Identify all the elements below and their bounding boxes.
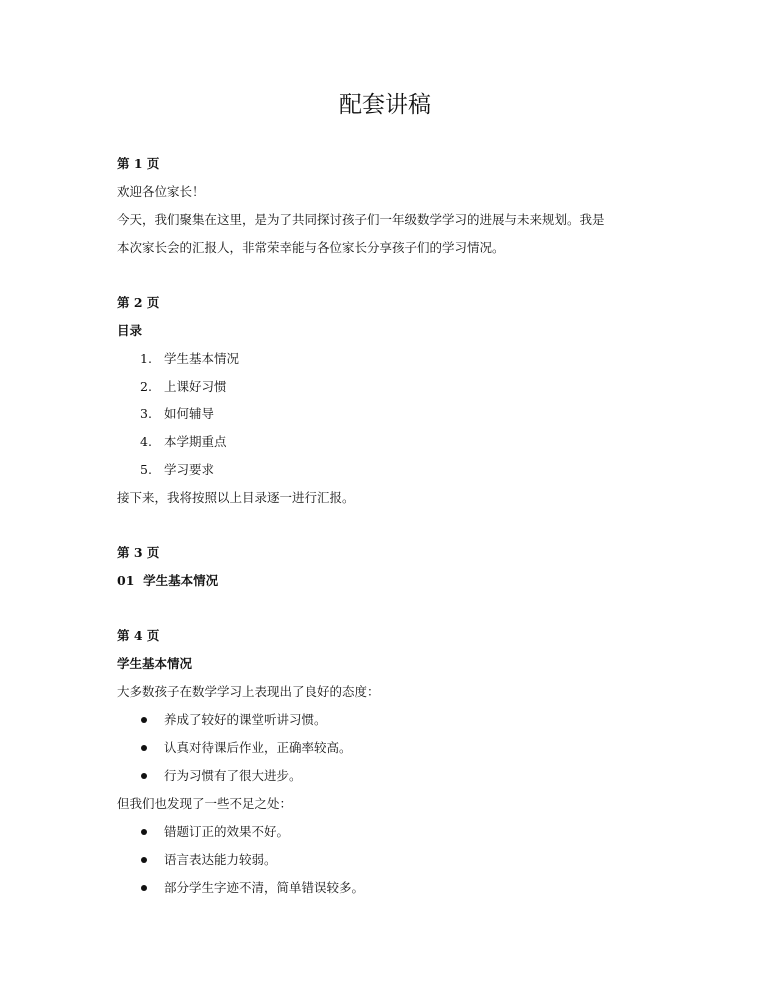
bullet-dot (141, 717, 147, 723)
toc-number: 2. (140, 379, 152, 394)
page4-subtitle: 学生基本情况 (117, 656, 193, 671)
page2-subtitle: 目录 (117, 323, 143, 338)
page1-greeting: 欢迎各位家长！ (117, 184, 205, 199)
toc-number: 3. (140, 406, 152, 421)
good-point-item: 行为习惯有了很大进步。 (164, 768, 302, 783)
bad-point-item: 语言表达能力较弱。 (164, 852, 277, 867)
toc-item: 上课好习惯 (164, 379, 227, 394)
page4-good-intro: 大多数孩子在数学学习上表现出了良好的态度： (117, 684, 380, 699)
page4-bad-intro: 但我们也发现了一些不足之处： (117, 796, 293, 811)
document-title: 配套讲稿 (339, 92, 431, 118)
good-point-item: 认真对待课后作业，正确率较高。 (164, 740, 352, 755)
bullet-dot (141, 829, 147, 835)
good-point-item: 养成了较好的课堂听讲习惯。 (164, 712, 327, 727)
toc-number: 5. (140, 462, 152, 477)
page1-intro-line1: 今天，我们聚集在这里，是为了共同探讨孩子们一年级数学学习的进展与未来规划。我是 (117, 212, 605, 227)
page2-heading: 第 2 页 (117, 295, 160, 310)
toc-number: 1. (140, 351, 152, 366)
bullet-dot (141, 857, 147, 863)
page2-closing: 接下来，我将按照以上目录逐一进行汇报。 (117, 490, 355, 505)
bullet-dot (141, 885, 147, 891)
bad-point-item: 部分学生字迹不清，简单错误较多。 (164, 880, 365, 895)
page3-heading: 第 3 页 (117, 545, 160, 560)
toc-item: 如何辅导 (164, 406, 215, 421)
page4-heading: 第 4 页 (117, 628, 160, 643)
bad-point-item: 错题订正的效果不好。 (164, 824, 290, 839)
page1-intro-line2: 本次家长会的汇报人，非常荣幸能与各位家长分享孩子们的学习情况。 (117, 240, 505, 255)
toc-item: 本学期重点 (164, 434, 227, 449)
bullet-dot (141, 745, 147, 751)
page3-section-title: 01 学生基本情况 (117, 573, 219, 588)
bullet-dot (141, 773, 147, 779)
toc-number: 4. (140, 434, 152, 449)
page1-heading: 第 1 页 (117, 156, 160, 171)
toc-item: 学生基本情况 (164, 351, 240, 366)
toc-item: 学习要求 (164, 462, 215, 477)
